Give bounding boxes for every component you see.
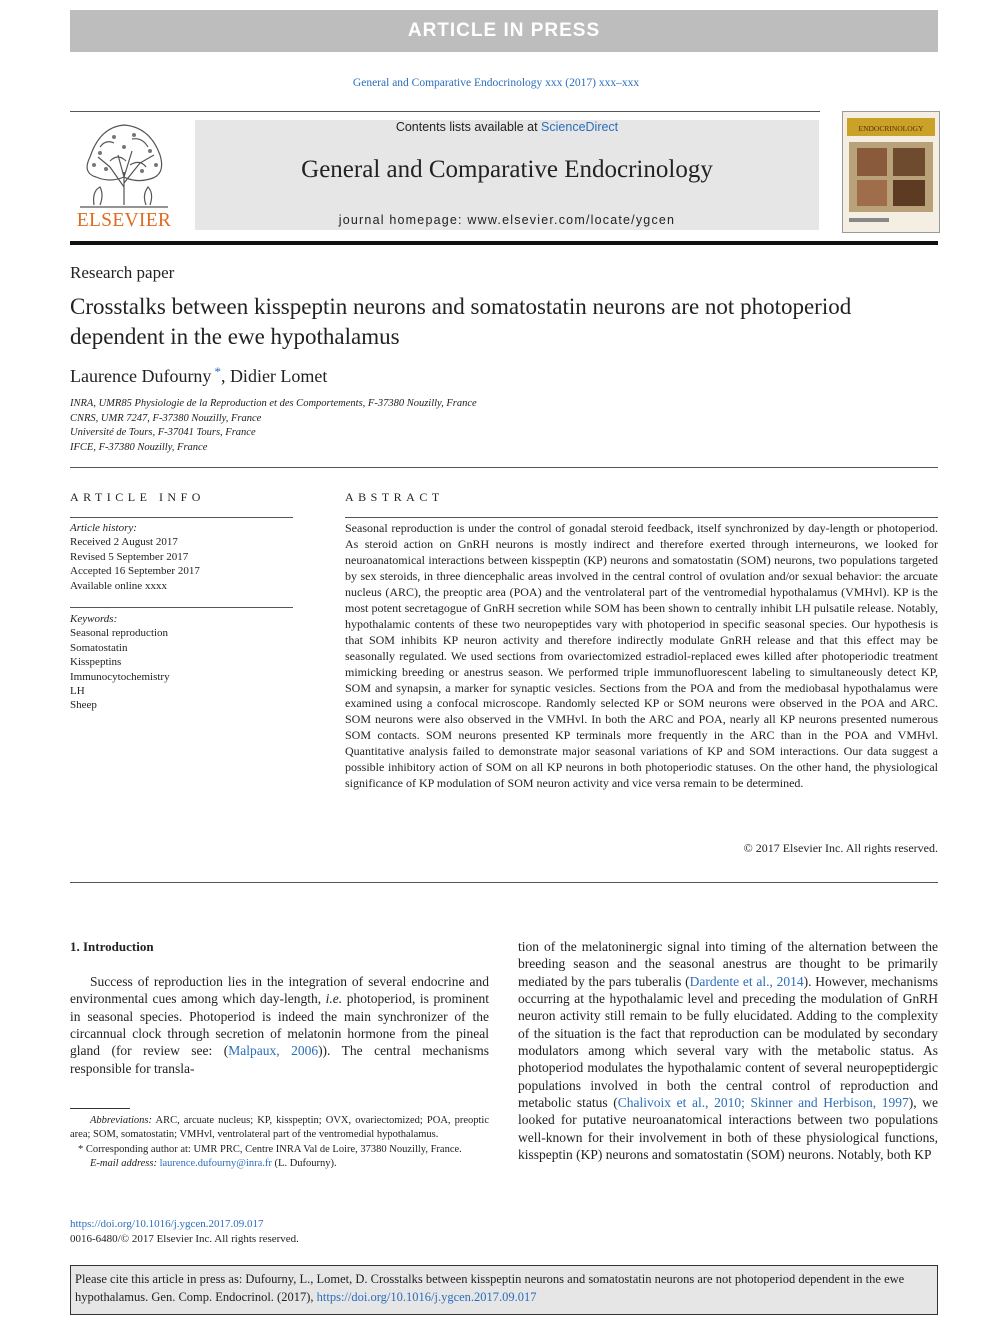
- corresponding-mark: *: [78, 1143, 84, 1155]
- body-text: )). The central mechanisms responsible for transla-: [70, 1043, 489, 1076]
- article-type: Research paper: [70, 263, 175, 282]
- article-title: Crosstalks between kisspeptin neurons and somatostatin neurons are not photoperiod dependent in the ewe hypothalamus: [70, 294, 852, 349]
- corresponding-footnote: [70, 1143, 489, 1157]
- author-list: [70, 364, 327, 387]
- affiliation: INRA, UMR85 Physiologie de la Reproduction et des Comportements, F-37380 Nouzilly, France: [70, 398, 477, 409]
- keyword: Somatostatin: [70, 641, 128, 654]
- journal-homepage: [195, 213, 819, 227]
- sciencedirect-link[interactable]: ScienceDirect: [541, 120, 619, 134]
- issn-line: 0016-6480/© 2017 Elsevier Inc. All rights reserved.: [70, 1233, 299, 1245]
- email-label: E-mail address:: [90, 1157, 157, 1169]
- author-name[interactable]: Laurence Dufourny: [70, 366, 212, 386]
- affiliations: [70, 397, 477, 455]
- article-history: [70, 521, 200, 593]
- homepage-url[interactable]: www.elsevier.com/locate/ygcen: [467, 213, 676, 227]
- citation-link[interactable]: Chalivoix et al., 2010; Skinner and Herbison, 1997: [617, 1095, 909, 1111]
- footnote-rule: [70, 1108, 130, 1109]
- history-item: Available online xxxx: [70, 579, 167, 592]
- corresponding-author-mark[interactable]: *: [214, 364, 221, 379]
- email-link[interactable]: laurence.dufourny@inra.fr: [159, 1157, 272, 1169]
- affiliation: IFCE, F-37380 Nouzilly, France: [70, 441, 208, 453]
- history-item: Accepted 16 September 2017: [70, 565, 200, 578]
- affiliation: CNRS, UMR 7247, F-37380 Nouzilly, France: [70, 412, 262, 424]
- body-text: tion of the melatoninergic signal into timing of the alternation between the breeding season and the seasonal anestrus are thought to be primarily mediated by the pars tuberalis (: [518, 939, 938, 989]
- keyword: Immunocytochemistry: [70, 670, 170, 683]
- article-in-press-banner: [70, 10, 938, 52]
- abstract-text: Seasonal reproduction is under the control of gonadal steroid feedback, itself synchronized by day-length or photoperiod. As steroid action on GnRH neurons is mostly indirect and therefore exerted through interneurons, we looked for neuroanatomical interactions between kisspeptin (KP) neurons and somatostatin (SOM) neurons, two populations targeted by sex steroids, in three diencephalic areas involved in the central control of ovulation and/or sexual behavior: the arcuate nucleus (ARC), the preoptic area (POA) and the ventrolateral part of the ventromedial hypothalamus (VMHvl). KP is the most potent secretagogue of GnRH secretion while SOM has been shown to centrally inhibit LH pulsatile release. Notably, hypothalamic contents of these two neuropeptides vary with photoperiod in specific seasonal species. Our hypothesis is that SOM inhibits KP neuron activity and therefore indirectly modulate GnRH release and that this effect may be seasonally regulated. We used sections from ovariectomized estradiol-replaced ewes killed after photoperiodic treatment mimicking breeding or anestrus season. We performed triple immunofluorescent labeling to simultaneously detect KP, SOM and synapsin, a marker for synaptic vesicles. Sections from the POA and from the mediobasal hypothalamus were examined using a confocal microscope. Randomly selected KP or SOM neurons were observed in the POA and ARC. SOM neurons were also observed in the VMHvl. In both the ARC and POA, nearly all KP neurons presented numerous SOM contacts. SOM neurons presented KP terminals more frequently in the ARC than in the POA and VMHvl. Quantitative analysis failed to demonstrate major seasonal variations of KP and SOM interactions. Our data suggest a possible inhibitory action of SOM on all KP neurons in both photoperiodic statuses. On the other hand, the physiological significance of KP modulation of SOM neuron activity and vice versa remain to be determined.: [345, 521, 938, 791]
- body-text: Success of reproduction lies in the integration of several endocrine and environmental cues among which day-length,: [70, 974, 489, 1007]
- body-text: ). However, mechanisms occurring at the hypothalamic level and preceding the modulation of GnRH neuron activity still remain to be fully elucidated. Adding to the complexity of the situation is the fact that reproduction can be modulated by secondary modulators among which several vary with the metabolic status. As photoperiod modulates the hypothalamic content of several neuropeptidergic populations involved in both the central control of reproduction and metabolic status (: [518, 973, 938, 1111]
- affiliation: Université de Tours, F-37041 Tours, France: [70, 427, 256, 439]
- history-item: Received 2 August 2017: [70, 536, 178, 549]
- email-footnote: [70, 1157, 489, 1171]
- body-text-italic: i.e.: [325, 991, 343, 1007]
- keywords: [70, 612, 170, 713]
- banner-text: ARTICLE IN PRESS: [407, 20, 601, 41]
- elsevier-wordmark: ELSEVIER: [76, 210, 172, 231]
- email-suffix: (L. Dufourny).: [271, 1157, 337, 1169]
- copyright-notice: © 2017 Elsevier Inc. All rights reserved.: [743, 841, 938, 855]
- body-column-right: [518, 938, 938, 1163]
- homepage-prefix: journal homepage:: [338, 213, 468, 227]
- keywords-label: Keywords:: [70, 613, 118, 625]
- history-item: Revised 5 September 2017: [70, 550, 189, 563]
- author-separator: ,: [220, 366, 230, 386]
- body-column-left: [70, 973, 489, 1077]
- masthead-thick-rule: [70, 241, 938, 245]
- contents-prefix: Contents lists available at: [395, 120, 542, 134]
- citation-text: [75, 1270, 935, 1306]
- citation-link[interactable]: Malpaux, 2006: [228, 1043, 319, 1059]
- history-label: Article history:: [70, 522, 137, 534]
- body-text: ), we looked for putative neuroanatomical interactions between two populations well-known for their involvement in both of these physiological functions, kisspeptin (KP) neurons and somatostatin (SOM) neurons. Notably, both KP: [518, 1095, 938, 1163]
- doi-block: [70, 1217, 299, 1247]
- contents-line: [195, 120, 819, 134]
- masthead-top-rule: [70, 111, 820, 112]
- citation-link[interactable]: Dardente et al., 2014: [689, 973, 804, 989]
- abstract-heading: ABSTRACT: [345, 490, 444, 504]
- abbreviations-footnote: [70, 1114, 489, 1143]
- article-info-rule: [70, 517, 293, 518]
- citation-doi-link[interactable]: https://doi.org/10.1016/j.ygcen.2017.09.017: [316, 1290, 537, 1304]
- abbreviations-text: ARC, arcuate nucleus; KP, kisspeptin; OVX, ovariectomized; POA, preoptic area; SOM, somatostatin; VMHvl, ventrolateral part of the ventromedial hypothalamus.: [70, 1115, 489, 1141]
- footnotes: [70, 1114, 489, 1171]
- keyword: LH: [70, 685, 85, 698]
- section-heading-introduction: 1. Introduction: [70, 939, 154, 954]
- journal-cover-thumbnail[interactable]: [842, 111, 940, 233]
- keyword: Kisspeptins: [70, 656, 122, 669]
- keyword: Sheep: [70, 699, 97, 712]
- author-name[interactable]: Didier Lomet: [229, 366, 328, 386]
- corresponding-text: Corresponding author at: UMR PRC, Centre INRA Val de Loire, 37380 Nouzilly, France.: [83, 1143, 462, 1155]
- keyword: Seasonal reproduction: [70, 627, 169, 640]
- cover-title: ENDOCRINOLOGY: [858, 124, 924, 133]
- journal-reference[interactable]: General and Comparative Endocrinology xxx (2017) xxx–xxx: [352, 77, 640, 89]
- body-text: photoperiod, is prominent in seasonal species. Photoperiod is indeed the main synchronizer of the circannual clock through secretion of melatonin hormone from the pineal gland (for review see: (: [70, 991, 489, 1059]
- abstract-rule: [345, 517, 938, 518]
- citation-body: Please cite this article in press as: Dufourny, L., Lomet, D. Crosstalks between kisspeptin neurons and somatostatin neurons are not photoperiod dependent in the ewe hypothalamus. Gen. Comp. Endocrinol. (2017),: [75, 1272, 905, 1304]
- abstract-bottom-rule: [70, 882, 938, 883]
- section-rule: [70, 467, 938, 468]
- keywords-rule: [70, 607, 293, 608]
- doi-link[interactable]: https://doi.org/10.1016/j.ygcen.2017.09.017: [70, 1218, 264, 1230]
- journal-title: General and Comparative Endocrinology: [301, 156, 713, 183]
- article-info-heading: ARTICLE INFO: [70, 490, 205, 504]
- abbreviations-label: Abbreviations:: [90, 1115, 153, 1126]
